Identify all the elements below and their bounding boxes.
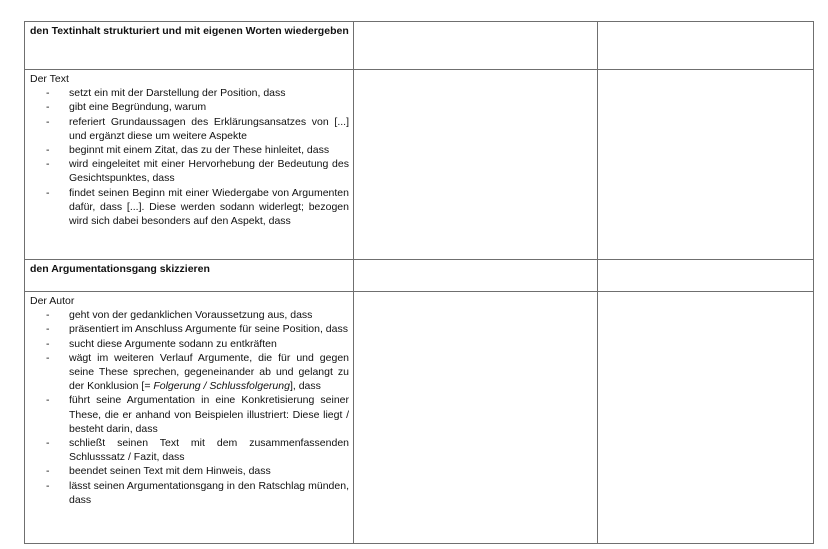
table-row [25,292,814,544]
dash-bullet: - [46,101,50,114]
dash-bullet: - [46,337,50,350]
dash-bullet: - [46,186,50,199]
list-item: - führt seine Argumentation in eine Konkretisierung seiner These, die er anhand von Beispielen illustriert: Diese liegt / besteht darin, dass [46,394,349,435]
text-phrases-cell [25,70,354,260]
list-item: - geht von der gedanklichen Voraussetzung aus, dass [46,309,313,322]
text-phrase-list [30,86,349,228]
author-phrases-cell [25,292,354,544]
list-item: - wird eingeleitet mit einer Hervorhebung der Bedeutung des Gesichtspunktes, dass [46,158,349,185]
dash-bullet: - [46,87,50,100]
dash-bullet: - [46,309,50,322]
empty-cell [354,260,598,292]
list-item: - beendet seinen Text mit dem Hinweis, dass [46,465,271,478]
empty-cell [354,292,598,544]
dash-bullet: - [46,323,50,336]
table-row [25,260,814,292]
table-row [25,70,814,260]
list-item: - präsentiert im Anschluss Argumente für seine Position, dass [46,323,348,336]
dash-bullet: - [46,144,50,157]
empty-cell [598,292,814,544]
empty-cell [598,22,814,70]
section-heading-argumentationsgang: den Argumentationsgang skizzieren [30,263,210,275]
list-item: - gibt eine Begründung, warum [46,101,207,114]
list-item: - lässt seinen Argumentationsgang in den Ratschlag münden, dass [46,479,349,506]
empty-cell [598,70,814,260]
list-item [30,351,349,394]
list-item: - setzt ein mit der Darstellung der Position, dass [46,87,286,100]
author-phrase-list [30,308,349,507]
list-item: - schließt seinen Text mit dem zusammenfassenden Schlusssatz / Fazit, dass [46,437,349,464]
list-item: - referiert Grundaussagen des Erklärungsansatzes von [...] und ergänzt diese um weitere Aspekte [46,115,349,142]
dash-bullet: - [46,158,50,171]
table-row [25,22,814,70]
heading-cell [25,22,354,70]
item-with-italic: wägt im weiteren Verlauf Argumente, die für und gegen seine These sprechen, gegeneinander ab und gelangt zu der Konklusion [= Folgerung / Schlussfolgerung], dass [69,351,349,393]
list-item: - findet seinen Beginn mit einer Wiedergabe von Argumenten dafür, dass [...]. Diese werden sodann widerlegt; bezogen wird sich dabei besonders auf den Aspekt, dass [46,186,349,228]
dash-bullet: - [46,351,50,364]
empty-cell [354,70,598,260]
heading-cell [25,260,354,292]
dash-bullet: - [46,437,50,450]
worksheet-table [24,21,814,544]
dash-bullet: - [46,394,50,407]
text-intro-label: Der Text [30,73,69,85]
empty-cell [598,260,814,292]
dash-bullet: - [46,479,50,492]
section-heading-textinhalt: den Textinhalt strukturiert und mit eigenen Worten wiedergeben [30,25,349,37]
empty-cell [354,22,598,70]
author-intro-label: Der Autor [30,295,75,307]
dash-bullet: - [46,465,50,478]
list-item: - beginnt mit einem Zitat, das zu der These hinleitet, dass [46,144,330,157]
list-item: - sucht diese Argumente sodann zu entkräften [46,337,277,350]
dash-bullet: - [46,115,50,128]
